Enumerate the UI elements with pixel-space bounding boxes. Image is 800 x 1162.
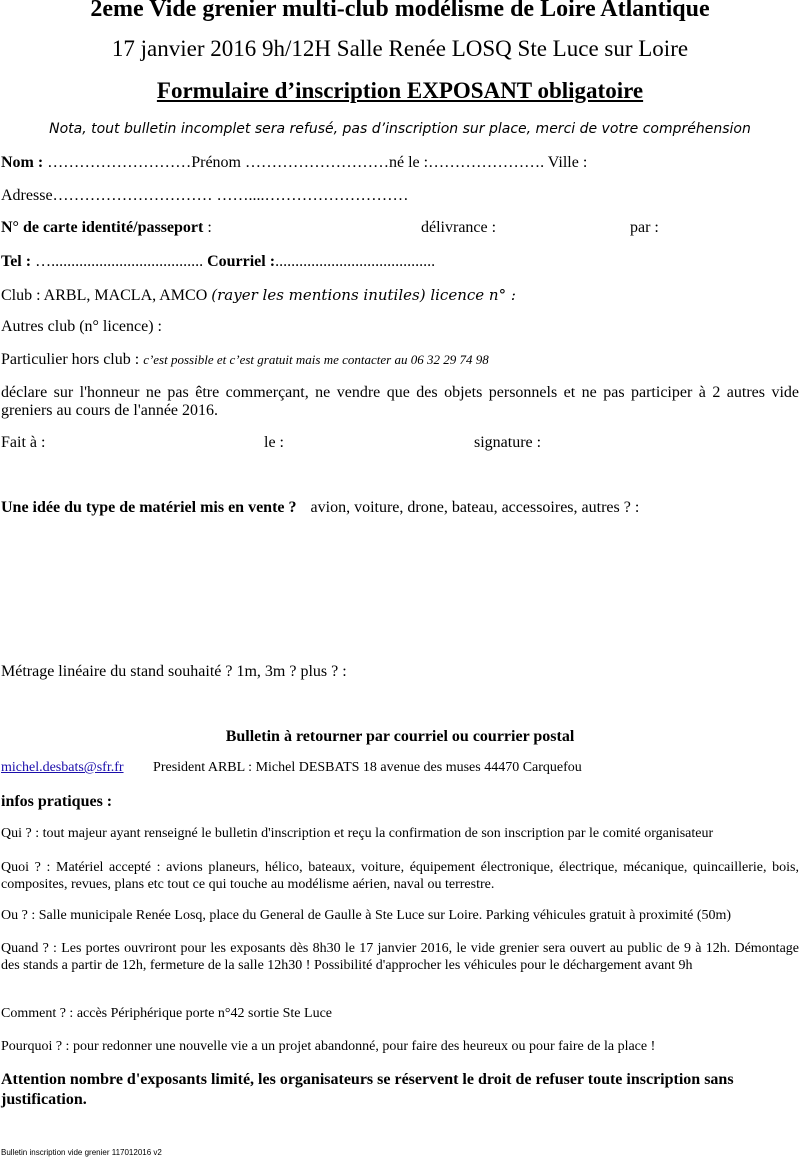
document-title: 2eme Vide grenier multi-club modélisme de Loire Atlantique [90, 0, 710, 22]
carte-line [1, 219, 212, 237]
materiel-options: avion, voiture, drone, bateau, accessoires, autres ? : [310, 499, 640, 516]
signature-label: signature : [474, 434, 542, 451]
carte-label: N° de carte identité/passeport [1, 219, 204, 236]
footer-note: Bulletin inscription vide grenier 117012016 v2 [1, 1148, 162, 1157]
particulier-label: Particulier hors club : [1, 351, 140, 368]
club-note: (rayer les mentions inutiles) licence n° : [211, 286, 516, 304]
materiel-question: Une idée du type de matériel mis en vente ? [1, 499, 297, 516]
delivrance-label: délivrance : [421, 219, 497, 236]
par-label: par : [630, 219, 659, 236]
declaration-text: déclare sur l'honneur ne pas être commerçant, ne vendre que des objets personnels et ne pas participer à 2 autres vide greniers au cours de l'année 2016. [1, 384, 799, 419]
retour-title: Bulletin à retourner par courriel ou courrier postal [225, 728, 575, 745]
metrage-line: Métrage linéaire du stand souhaité ? 1m, 3m ? plus ? : [1, 663, 347, 680]
nom-line [1, 154, 587, 172]
particulier-line [1, 351, 489, 369]
tel-label: Tel : [1, 253, 32, 270]
info-quand: Quand ? : Les portes ouvriront pour les exposants dès 8h30 le 17 janvier 2016, le vide grenier sera ouvert au public de 9 à 12h. Démontage des stands a partir de 12h, fermeture de la salle 12h30 ! Possibilité d'approcher les véhicules pour le déchargement avant 9h [1, 941, 799, 973]
courriel-dots: ........................................ [275, 253, 436, 270]
le-label: le : [264, 434, 284, 451]
info-ou: Ou ? : Salle municipale Renée Losq, place du General de Gaulle à Ste Luce sur Loire. Parking véhicules gratuit à proximité (50m) [1, 908, 732, 923]
form-title: Formulaire d’inscription EXPOSANT obligatoire [156, 78, 644, 103]
courriel-label: Courriel : [207, 253, 276, 270]
club-line [1, 286, 516, 305]
nom-label: Nom : [1, 154, 44, 171]
info-quoi: Quoi ? : Matériel accepté : avions planeurs, hélico, bateaux, voiture, équipement électronique, électrique, mécanique, quincaillerie, bois, composites, revues, plans etc tout ce qui touche au modélisme aérien, naval ou terrestre. [1, 860, 799, 892]
contact-line [1, 760, 582, 776]
info-pourquoi: Pourquoi ? : pour redonner une nouvelle vie a un projet abandonné, pour faire des heureux ou pour faire de la place ! [1, 1039, 656, 1054]
autres-club: Autres club (n° licence) : [1, 318, 162, 335]
infos-heading: infos pratiques : [1, 793, 113, 810]
event-subtitle: 17 janvier 2016 9h/12H Salle Renée LOSQ Ste Luce sur Loire [111, 36, 689, 61]
tel-dots: …...................................... [31, 253, 204, 270]
club-text: Club : ARBL, MACLA, AMCO [1, 287, 208, 304]
fait-a-label: Fait à : [1, 434, 46, 451]
info-qui: Qui ? : tout majeur ayant renseigné le bulletin d'inscription et reçu la confirmation de son inscription par le comité organisateur [1, 826, 714, 841]
adresse-line: Adresse………………………… ……....……………………… [1, 187, 409, 204]
attention-notice: Attention nombre d'exposants limité, les organisateurs se réservent le droit de refuser toute inscription sans justification. [1, 1071, 734, 1108]
particulier-note: c’est possible et c’est gratuit mais me contacter au 06 32 29 74 98 [143, 352, 489, 367]
president-address: President ARBL : Michel DESBATS 18 avenue des muses 44470 Carquefou [153, 760, 582, 775]
email-link[interactable]: michel.desbats@sfr.fr [1, 760, 124, 775]
nom-fields: ………………………Prénom ………………………né le :…………………. Ville : [43, 154, 588, 171]
info-comment: Comment ? : accès Périphérique porte n°42 sortie Ste Luce [1, 1006, 332, 1021]
carte-colon: : [203, 219, 212, 236]
materiel-line [1, 499, 639, 517]
tel-line [1, 253, 435, 271]
nota-text: Nota, tout bulletin incomplet sera refusé, pas d’inscription sur place, merci de votre compréhension [49, 121, 751, 137]
